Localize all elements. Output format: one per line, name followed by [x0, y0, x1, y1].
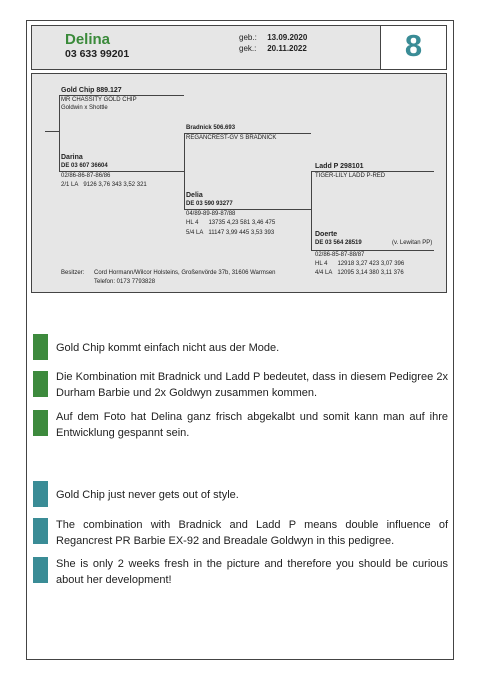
comment-de-2: Die Kombination mit Bradnick und Ladd P bedeutet, dass in diesem Pedigree 2x Durham Barbie und 2x Goldwyn zusammen kommen. — [56, 371, 448, 399]
mgs-line: REGANCREST-GV S BRADNICK — [186, 135, 277, 141]
dam-name: Darina — [61, 154, 83, 161]
mgd-name: Delia — [186, 192, 203, 199]
mgd-hl — [186, 220, 275, 227]
birth-date: 13.09.2020 — [267, 33, 308, 42]
mgd-scores: 04/89-89-89-87/88 — [186, 211, 236, 217]
dam-perf-label: 2/1 LA — [61, 182, 79, 188]
mgd-hl-label: HL 4 — [186, 220, 199, 226]
mggd-hl — [315, 261, 404, 268]
mgd-la — [186, 230, 274, 237]
mggs-line: TIGER-LILY LADD P-RED — [315, 173, 386, 179]
dam-id: DE 03 607 36604 — [61, 163, 108, 169]
mgd-id: DE 03 590 93277 — [186, 201, 233, 207]
calving-date: 20.11.2022 — [267, 44, 307, 53]
animal-header — [31, 25, 447, 70]
dam-perf-values: 9126 3,76 343 3,52 321 — [83, 182, 147, 188]
mggd-la — [315, 270, 404, 277]
mgs-name: Bradnick 506.693 — [186, 125, 236, 131]
sire-parents: Goldwin x Shottle — [61, 105, 108, 111]
teal-bullet — [33, 518, 48, 544]
animal-id: 03 633 99201 — [65, 48, 130, 60]
mggd-scores: 02/86-85-87-88/87 — [315, 252, 365, 258]
mggd-hl-label: HL 4 — [315, 261, 328, 267]
pedigree-line — [184, 209, 311, 210]
date-block — [239, 32, 307, 54]
mggd-hl-values: 12918 3,27 423 3,07 396 — [337, 261, 405, 267]
comment-en-1: Gold Chip just never gets out of style. — [56, 489, 239, 501]
owner-address: Cord Hormann/Wilcor Holsteins, Großenvörde 37b, 31606 Warmsen — [94, 270, 276, 276]
green-bullet — [33, 410, 48, 436]
mgd-la-values: 11147 3,99 445 3,53 393 — [208, 230, 275, 236]
mggd-note: (v. Lewitan PP) — [392, 240, 433, 246]
teal-bullet — [33, 557, 48, 583]
pedigree-line — [311, 250, 434, 251]
mggd-la-values: 12095 3,14 380 3,11 376 — [337, 270, 404, 276]
pedigree-line — [59, 171, 184, 172]
pedigree-line — [184, 133, 311, 134]
mggd-id: DE 03 564 28519 — [315, 240, 362, 246]
comment-de-3: Auf dem Foto hat Delina ganz frisch abgekalbt und somit kann man auf ihre Entwicklung gespannt sein. — [56, 411, 448, 439]
comment-en-2: The combination with Bradnick and Ladd P means double influence of Regancrest PR Barbie EX-92 and Breadale Goldwyn in this pedigree. — [56, 519, 448, 547]
dam-scores: 02/86-86-87-86/86 — [61, 173, 111, 179]
sire-name: Gold Chip 889.127 — [61, 87, 122, 94]
mggd-la-label: 4/4 LA — [315, 270, 333, 276]
green-bullet — [33, 371, 48, 397]
owner-label: Besitzer: — [61, 270, 85, 276]
pedigree-line — [311, 171, 434, 172]
owner-phone: Telefon: 0173 7793828 — [94, 279, 156, 285]
teal-bullet — [33, 481, 48, 507]
mgd-la-label: 5/4 LA — [186, 230, 204, 236]
animal-name: Delina — [65, 31, 111, 48]
catalog-number: 8 — [404, 28, 423, 63]
sire-line: MR CHASSITY GOLD CHIP — [61, 97, 137, 103]
pedigree-line — [59, 95, 60, 171]
mggd-name: Doerte — [315, 231, 338, 238]
comment-en-3: She is only 2 weeks fresh in the picture and therefore you should be curious about her development! — [56, 558, 448, 586]
dam-performance — [61, 182, 147, 189]
pedigree-line — [59, 95, 184, 96]
green-bullet — [33, 334, 48, 360]
pedigree-line — [45, 131, 59, 132]
pedigree-panel — [31, 73, 447, 293]
pedigree-line — [311, 171, 312, 250]
catalog-number-box — [380, 26, 446, 69]
pedigree-line — [184, 133, 185, 209]
birth-label: geb.: — [239, 33, 257, 42]
calving-label: gek.: — [239, 44, 257, 53]
mggs-name: Ladd P 298101 — [315, 163, 364, 170]
comment-de-1: Gold Chip kommt einfach nicht aus der Mode. — [56, 342, 280, 354]
mgd-hl-values: 13735 4,23 581 3,46 475 — [208, 220, 276, 226]
